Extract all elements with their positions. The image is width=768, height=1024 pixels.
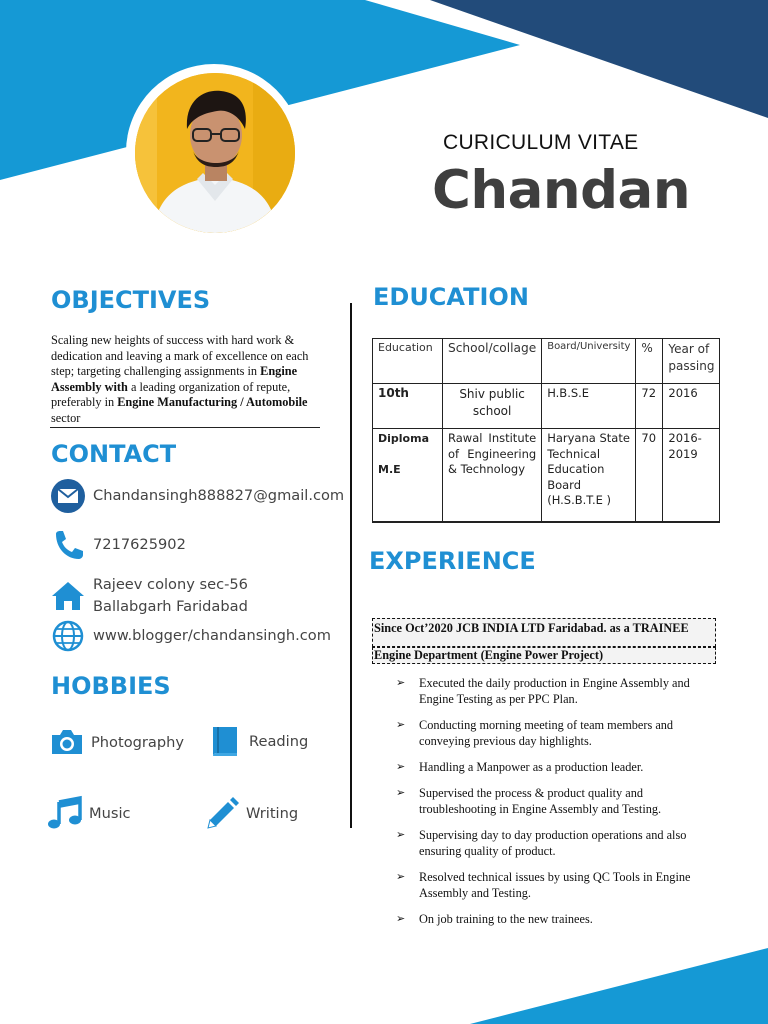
- list-item: ➢ Resolved technical issues by using QC Tools in Engine Assembly and Testing.: [396, 870, 691, 900]
- home-icon: [50, 579, 86, 613]
- list-item: ➢ Supervised the process & product quality and troubleshooting in Engine Assembly and Testing.: [396, 786, 662, 816]
- objectives-title: OBJECTIVES: [51, 286, 211, 314]
- hobby-label: Photography: [91, 733, 184, 751]
- hobby-label: Writing: [246, 804, 299, 822]
- envelope-icon: [50, 479, 86, 513]
- contact-website[interactable]: www.blogger/chandansingh.com: [93, 627, 331, 644]
- table-header-row: [373, 339, 720, 384]
- candidate-name: Chandan: [432, 160, 691, 221]
- education-title: EDUCATION: [373, 283, 529, 311]
- arrow-bullet-icon: ➢: [396, 829, 406, 841]
- arrow-bullet-icon: ➢: [396, 871, 406, 883]
- contact-phone-row[interactable]: [50, 528, 186, 562]
- hobby-reading: [207, 723, 308, 759]
- list-item: ➢ On job training to the new trainees.: [396, 912, 593, 926]
- globe-icon: [50, 619, 86, 653]
- cell-board: H.B.S.E: [542, 384, 636, 429]
- cell-school: Rawal Institute of Engineering & Technology: [443, 429, 542, 522]
- cell-year: 2016-2019: [663, 429, 720, 522]
- book-icon: [207, 723, 243, 759]
- cell-school: Shiv public school: [443, 384, 542, 429]
- header-board: Board/University: [542, 339, 636, 384]
- hobbies-title: HOBBIES: [51, 672, 171, 700]
- arrow-bullet-icon: ➢: [396, 719, 406, 731]
- contact-address-row: [50, 574, 248, 618]
- objective-text: Scaling new heights of success with hard work & dedication and leaving a mark of excellence on each step; targeting challenging assignments in Engine Assembly with a leading organization of repute, preferably in Engine Manufacturing / Automobile sector: [51, 333, 309, 425]
- list-item: ➢ Supervising day to day production operations and also ensuring quality of product.: [396, 828, 687, 858]
- education-branch: M.E: [378, 463, 401, 476]
- cell-percent: 70: [636, 429, 663, 522]
- objective-bold-1: Engine Assembly with: [51, 364, 298, 394]
- cell-education: [373, 429, 443, 522]
- phone-icon: [50, 528, 86, 562]
- contact-website-row[interactable]: [50, 619, 331, 653]
- header-percent: %: [636, 339, 663, 384]
- arrow-bullet-icon: ➢: [396, 761, 406, 773]
- music-note-icon: [47, 795, 83, 831]
- objective-bold-2: Engine Manufacturing / Automobile: [117, 395, 308, 410]
- header-year: Year of passing: [663, 339, 720, 384]
- arrow-bullet-icon: ➢: [396, 787, 406, 799]
- cell-percent: 72: [636, 384, 663, 429]
- arrow-bullet-icon: ➢: [396, 677, 406, 689]
- hobby-photography: [49, 724, 184, 760]
- experience-department-band: Engine Department (Engine Power Project): [372, 647, 716, 664]
- cell-year: 2016: [663, 384, 720, 429]
- pencil-icon: [204, 795, 240, 831]
- contact-email-row[interactable]: [50, 479, 344, 513]
- address-line-1: Rajeev colony sec-56: [93, 576, 248, 593]
- bottom-right-blue-banner: [470, 948, 768, 1024]
- top-right-dark-banner: [430, 0, 768, 118]
- hobby-label: Reading: [249, 732, 309, 750]
- contact-email[interactable]: Chandansingh888827@gmail.com: [93, 487, 345, 504]
- list-item: ➢ Conducting morning meeting of team members and conveying previous day highlights.: [396, 718, 674, 748]
- list-item: ➢ Handling a Manpower as a production leader.: [396, 760, 644, 774]
- hobby-music: [47, 795, 131, 831]
- education-table: [372, 338, 720, 523]
- table-row: [373, 429, 720, 522]
- objective-divider: [50, 427, 320, 428]
- hobby-label: Music: [89, 804, 131, 822]
- contact-address: [93, 574, 248, 618]
- header-school: School/collage: [443, 339, 542, 384]
- contact-phone[interactable]: 7217625902: [93, 536, 186, 553]
- arrow-bullet-icon: ➢: [396, 913, 406, 925]
- experience-title: EXPERIENCE: [369, 547, 536, 575]
- list-item: ➢ Executed the daily production in Engine Assembly and Engine Testing as per PPC Plan.: [396, 676, 690, 706]
- column-divider: [350, 303, 352, 828]
- profile-photo: [135, 73, 295, 233]
- cell-board: Haryana State Technical Education Board (H.S.B.T.E ): [542, 429, 636, 522]
- camera-icon: [49, 724, 85, 760]
- address-line-2: Ballabgarh Faridabad: [93, 598, 248, 615]
- cv-label: CURICULUM VITAE: [443, 131, 639, 154]
- header-education: Education: [373, 339, 443, 384]
- hobby-writing: [204, 795, 298, 831]
- experience-list: [396, 675, 712, 937]
- education-level: Diploma: [378, 432, 429, 445]
- contact-title: CONTACT: [51, 440, 177, 468]
- table-row: [373, 384, 720, 429]
- experience-company-band: Since Oct’2020 JCB INDIA LTD Faridabad. as a TRAINEE: [372, 618, 716, 647]
- cell-education: 10th: [373, 384, 443, 429]
